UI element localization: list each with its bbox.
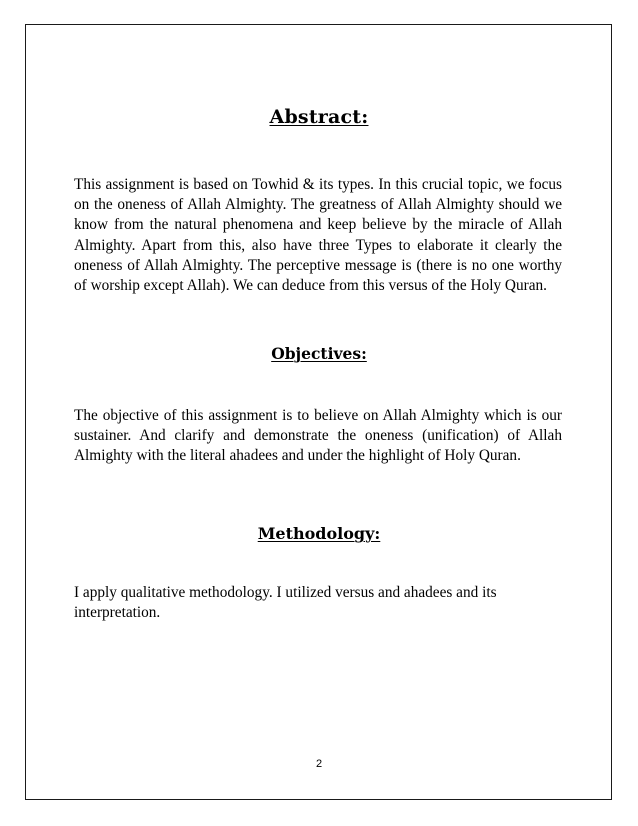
- objectives-paragraph: The objective of this assignment is to believe on Allah Almighty which is our sustainer. And clarify and demonstrate the oneness (unification) of Allah Almighty with the literal ahadees and under the highlight of Holy Quran.: [74, 407, 562, 465]
- abstract-heading: Abstract:: [269, 106, 369, 128]
- page-number: 2: [315, 758, 323, 770]
- abstract-paragraph: This assignment is based on Towhid & its types. In this crucial topic, we focus on the oneness of Allah Almighty. The greatness of Allah Almighty should we know from the natural phenomena and keep believe by the miracle of Allah Almighty. Apart from this, also have three Types to elaborate it clearly the oneness of Allah Almighty. The perceptive message is (there is no one worthy of worship except Allah). We can deduce from this versus of the Holy Quran.: [74, 176, 562, 295]
- objectives-heading: Objectives:: [271, 344, 367, 363]
- methodology-paragraph: I apply qualitative methodology. I utilized versus and ahadees and its interpretation.: [74, 584, 497, 622]
- methodology-heading: Methodology:: [257, 524, 381, 543]
